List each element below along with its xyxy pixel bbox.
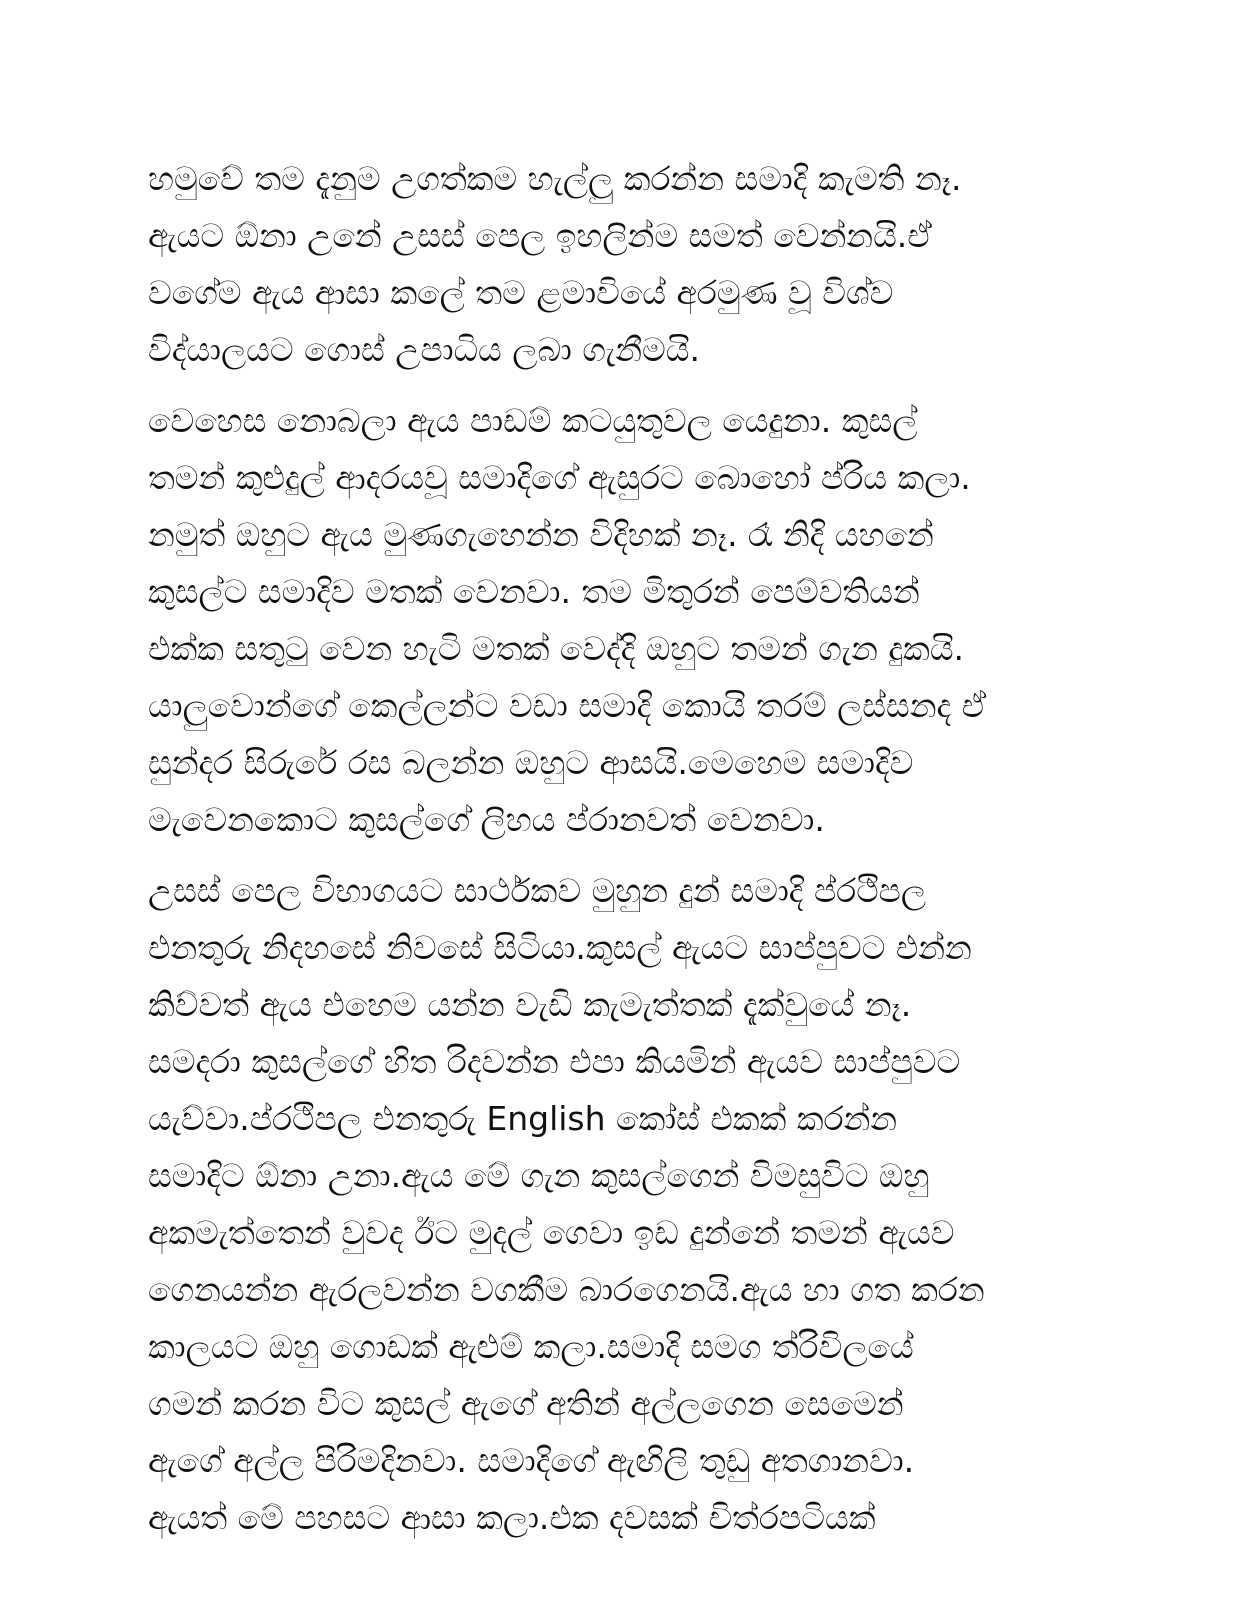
document-body [148,150,1108,1560]
text-line: හමුවේ තම දැනුම උගත්කම හැල්ලු කරන්න සමාදි කැමති නෑ. [148,159,962,198]
text-line: කාලයට ඔහු ගොඩක් ඇළුම් කලා.සමාදි සමග ත්රිවිලයේ [148,1327,914,1366]
text-line: සමාදිට ඕනා උනා.ඇය මේ ගැන කුසල්ගෙන් විමසුවිට ඔහු [148,1156,930,1195]
text-line: මැවෙනකොට කුසල්ගේ ලිහය ප්රානවත් වෙනවා. [148,800,825,839]
text-line: විද්යාලයට ගොස් උපාධිය ලබා ගැනීමයි. [148,330,700,369]
text-line: වගේම ඇය ආසා කලේ තම ළමාවියේ අරමුණ වූ විශ්ව [148,273,894,312]
text-line: එනතුරු නිදහසේ නිවසේ සිටියා.කුසල් ඇයට සාප්පුවට එන්න [148,928,972,967]
text-line: වෙහෙස නොබලා ඇය පාඩම් කටයුතුවල යෙදුනා. කුසල් [148,401,918,440]
paragraph-1 [148,150,1108,378]
text-line: යාලුවොන්ගේ කෙල්ලන්ට වඩා සමාදි කොයි තරම් ලස්සනද ඒ [148,686,987,725]
text-line: ගෙනයන්න ඇරලවන්න වගකීම බාරගෙනයි.ඇය හා ගත කරන [148,1270,985,1309]
text-line: ඇයත් මේ පහසට ආසා කලා.එක දවසක් චිත්රපටියක් [148,1498,876,1537]
text-line: යැව්වා.ප්රථිපල එනතුරු English කෝස් එකක් කරන්න [148,1099,898,1138]
text-line: නමුත් ඔහුට ඇය මුණගැහෙන්න විදිහක් නෑ. රෑ නිදි යහනේ [148,515,934,554]
text-line: ගමන් කරන විට කුසල් ඇගේ අතින් අල්ලගෙන සෙමෙන් [148,1384,904,1423]
text-line: අකමැත්තෙන් වුවද ඊට මුදල් ගෙවා ඉඩ දුන්නේ තමන් ඇයව [148,1213,955,1252]
text-line: කුසල්ට සමාදිව මතක් වෙනවා. තම මිතුරන් පෙම්වතියන් [148,572,920,611]
text-line: සමදරා කුසල්ගේ හිත රිදවන්න එපා කියමින් ඇයව සාප්පුවට [148,1042,961,1081]
text-line: තමන් කුළුදුල් ආදරයවූ සමාදිගේ ඇසුරට බොහෝ ප්රිය කලා. [148,458,971,497]
paragraph-3 [148,862,1108,1546]
text-line: ඇගේ අල්ල පිරිමදිනවා. සමාදිගේ ඇඟිලි තුඩු අතගානවා. [148,1441,915,1480]
text-line: එක්ක සතුටු වෙන හැටි මතක් වෙද්දි ඔහුට තමන් ගැන දුකයි. [148,629,965,668]
text-line: කිව්වත් ඇය එහෙම යන්න වැඩි කැමැත්තක් දැක්වුයේ නෑ. [148,985,912,1024]
text-line: ඇයට ඕනා උනේ උසස් පෙල ඉහලින්ම සමත් වෙන්නයි.ඒ [148,216,932,255]
text-line: උසස් පෙල විභාගයට සාර්ථකව මුහුන දුන් සමාදි ප්රථිපල [148,871,927,910]
text-line: සුන්දර සිරුරේ රස බලන්න ඔහුට ආසයි.මෙහෙම සමාදිව [148,743,914,782]
paragraph-2 [148,392,1108,848]
